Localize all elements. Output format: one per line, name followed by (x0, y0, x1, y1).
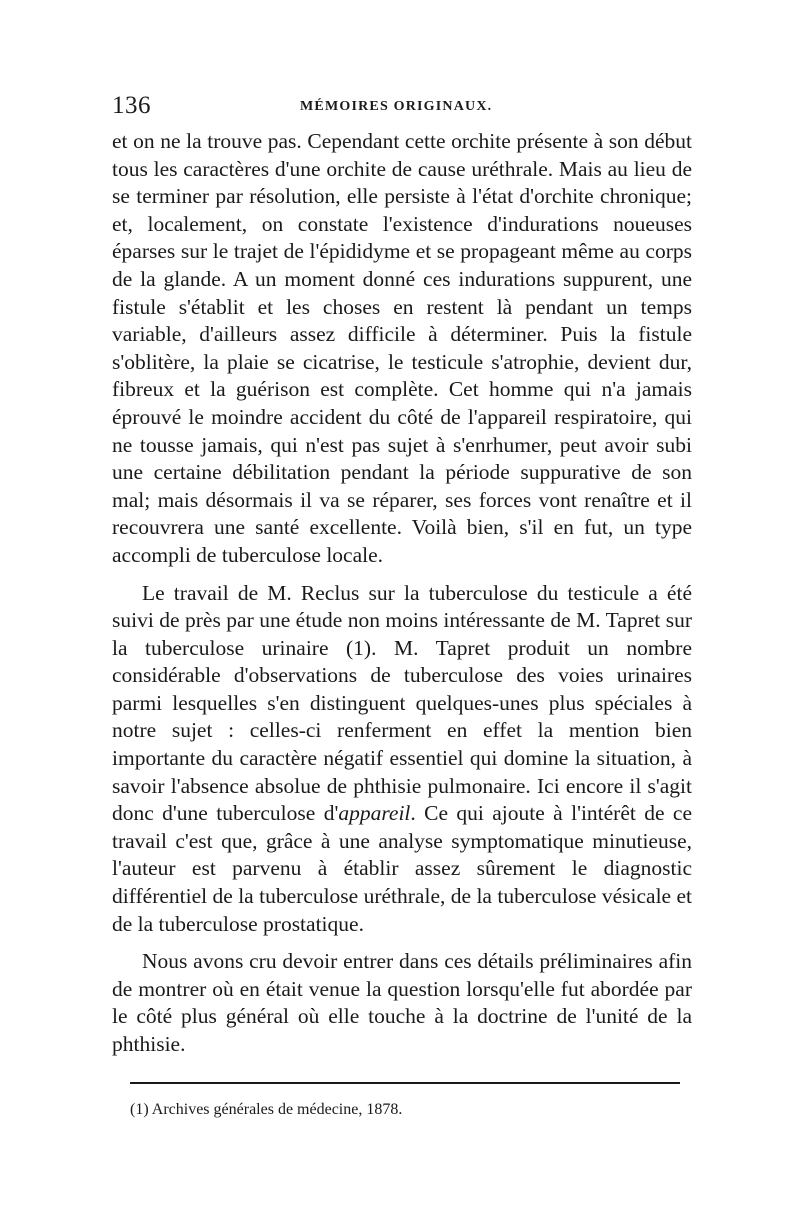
paragraph-2 (112, 580, 692, 939)
page-number: 136 (112, 92, 151, 119)
running-head (112, 92, 692, 122)
footnote: (1) Archives générales de médecine, 1878. (130, 1101, 403, 1118)
paragraph-2-text-after: . Ce qui ajoute à l'intérêt de ce travail c'est que, grâce à une analyse symptomatique minutieuse, l'auteur est parvenu à établir assez sûrement le diagnostic différentiel de la tuberculose uréthrale, de la tuberculose vésicale et de la tuberculose prostatique. (112, 801, 692, 936)
paragraph-2-italic-term: appareil (338, 801, 411, 826)
paragraph-3: Nous avons cru devoir entrer dans ces détails préliminaires afin de montrer où en était venue la question lorsqu'elle fut abordée par le côté plus général où elle touche à la doctrine de l'unité de la phthisie. (112, 949, 692, 1056)
body-text (112, 128, 692, 1059)
paragraph-2-text-before: Le travail de M. Reclus sur la tuberculose du testicule a été suivi de près par une étude non moins intéressante de M. Tapret sur la tuberculose urinaire (1). M. Tapret produit un nombre considérable d'observations de tuberculose des voies urinaires parmi lesquelles s'en distinguent quelques-unes plus spéciales à notre sujet : celles-ci renferment en effet la mention bien importante du caractère négatif essentiel qui domine la situation, à savoir l'absence absolue de phthisie pulmonaire. Ici encore il s'agit donc d'une tuberculose d' (112, 580, 692, 826)
footnote-divider (130, 1082, 680, 1084)
page-header-title: MÉMOIRES ORIGINAUX. (300, 99, 493, 114)
paragraph-1: et on ne la trouve pas. Cependant cette orchite présente à son début tous les caractères d'une orchite de cause uréthrale. Mais au lieu de se terminer par résolution, elle persiste à l'état d'orchite chronique; et, localement, on constate l'existence d'indurations noueuses éparses sur le trajet de l'épididyme et se propageant même au corps de la glande. A un moment donné ces indurations suppurent, une fistule s'établit et les choses en restent là pendant un temps variable, d'ailleurs assez difficile à déterminer. Puis la fistule s'oblitère, la plaie se cicatrise, le testicule s'atrophie, devient dur, fibreux et la guérison est complète. Cet homme qui n'a jamais éprouvé le moindre accident du côté de l'appareil respiratoire, qui ne tousse jamais, qui n'est pas sujet à s'enrhumer, peut avoir subi une certaine débilitation pendant la période suppurative de son mal; mais désormais il va se réparer, ses forces vont renaître et il recouvrera une santé excellente. Voilà bien, s'il en fut, un type accompli de tuberculose locale. (112, 129, 692, 567)
